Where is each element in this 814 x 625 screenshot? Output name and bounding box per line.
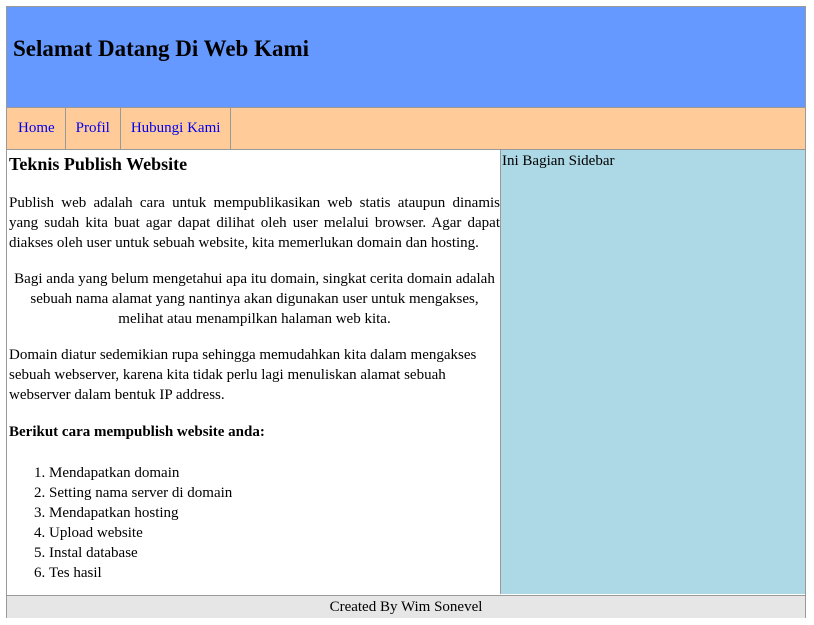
paragraph-publish-web: Publish web adalah cara untuk mempublikasikan web statis ataupun dinamis yang sudah kita buat agar dapat dilihat oleh user melalui browser. Agar dapat diakses oleh user untuk sebuah website, kita memerlukan domain dan hosting. — [9, 195, 500, 251]
nav-link-profil[interactable]: Profil — [75, 120, 110, 136]
site-header — [7, 7, 805, 108]
steps-heading: Berikut cara mempublish website anda: — [9, 424, 265, 440]
list-item: 6. Tes hasil — [49, 563, 499, 583]
nav-link-home[interactable]: Home — [18, 120, 55, 136]
list-item: 3. Mendapatkan hosting — [49, 503, 499, 523]
paragraph-domain-detail: Domain diatur sedemikian rupa sehingga memudahkan kita dalam mengakses sebuah webserver, karena kita tidak perlu lagi menuliskan alamat sebuah webserver dalam bentuk IP address. — [9, 347, 477, 403]
nav-item-profil — [66, 108, 121, 149]
main-nav — [7, 108, 805, 150]
list-item: 1. Mendapatkan domain — [49, 463, 499, 483]
list-item: 4. Upload website — [49, 523, 499, 543]
nav-item-home — [7, 108, 66, 149]
steps-list — [9, 463, 499, 583]
nav-item-hubungi-kami — [121, 108, 232, 149]
site-title: Selamat Datang Di Web Kami — [13, 36, 310, 61]
nav-link-hubungi-kami[interactable]: Hubungi Kami — [130, 120, 221, 136]
list-item: 2. Setting nama server di domain — [49, 483, 499, 503]
paragraph-domain-intro: Bagi anda yang belum mengetahui apa itu domain, singkat cerita domain adalah sebuah nama alamat yang nantinya akan digunakan user untuk mengakses, melihat atau menampilkan halaman web kita. — [14, 271, 495, 327]
page-wrapper — [6, 6, 806, 618]
article-heading: Teknis Publish Website — [9, 154, 188, 174]
site-footer — [7, 595, 805, 618]
nav-list — [7, 108, 805, 149]
footer-text: Created By Wim Sonevel — [329, 599, 483, 615]
sidebar — [501, 150, 805, 594]
list-item: 5. Instal database — [49, 543, 499, 563]
main-content — [7, 150, 501, 594]
sidebar-text: Ini Bagian Sidebar — [502, 153, 615, 169]
